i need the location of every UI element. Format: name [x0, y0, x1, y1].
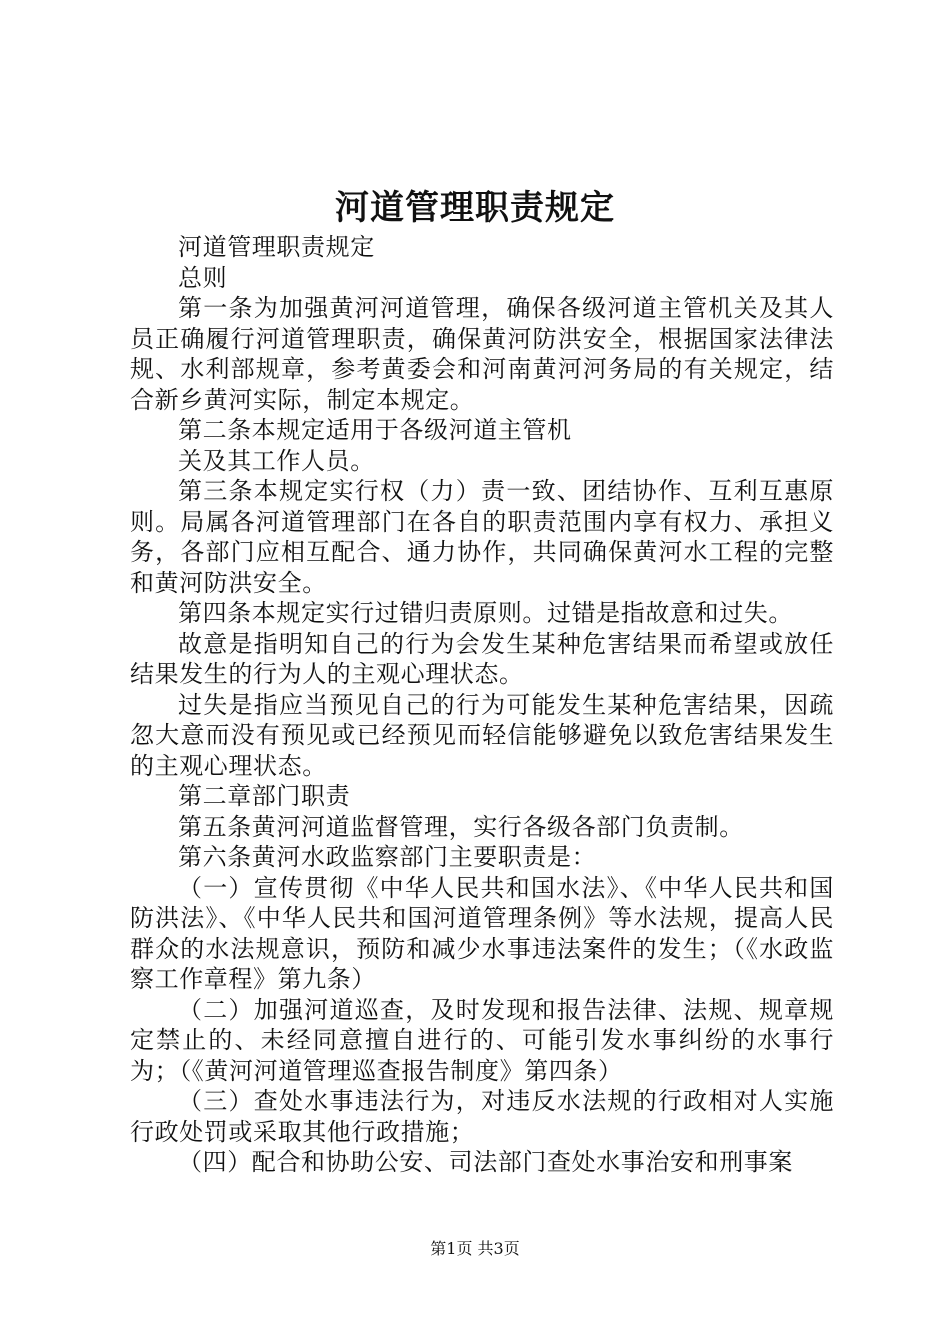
paragraph: （三）查处水事违法行为，对违反水法规的行政相对人实施行政处罚或采取其他行政措施；: [130, 1087, 834, 1146]
paragraph: 总则: [178, 263, 228, 292]
page-footer: 第1页 共3页: [430, 1239, 520, 1258]
paragraph: （四）配合和协助公安、司法部门查处水事治安和刑事案: [178, 1148, 793, 1176]
paragraph: 第二条本规定适用于各级河道主管机: [178, 416, 572, 444]
paragraph: 第四条本规定实行过错归责原则。过错是指故意和过失。: [178, 599, 793, 627]
paragraph: 第六条黄河水政监察部门主要职责是：: [178, 843, 597, 871]
paragraph: （二）加强河道巡查，及时发现和报告法律、法规、规章规定禁止的、未经同意擅自进行的、可能引发水事纠纷的水事行为；（《黄河河道管理巡查报告制度》第四条）: [130, 995, 834, 1085]
paragraph: 第一条为加强黄河河道管理，确保各级河道主管机关及其人员正确履行河道管理职责，确保黄河防洪安全，根据国家法律法规、水利部规章，参考黄委会和河南黄河河务局的有关规定，结合新乡黄河实际，制定本规定。: [130, 294, 834, 414]
paragraph: 过失是指应当预见自己的行为可能发生某种危害结果，因疏忽大意而没有预见或已经预见而轻信能够避免以致危害结果发生的主观心理状态。: [130, 690, 834, 780]
paragraph: 关及其工作人员。: [178, 446, 375, 475]
paragraph: 第三条本规定实行权（力）责一致、团结协作、互利互惠原则。局属各河道管理部门在各自的职责范围内享有权力、承担义务，各部门应相互配合、通力协作，共同确保黄河水工程的完整和黄河防洪安全。: [130, 477, 834, 597]
document-title: 河道管理职责规定: [335, 188, 615, 228]
paragraph: （一）宣传贯彻《中华人民共和国水法》、《中华人民共和国防洪法》、《中华人民共和国河道管理条例》等水法规，提高人民群众的水法规意识，预防和减少水事违法案件的发生；（《水政监察工作章程》第九条）: [130, 873, 834, 993]
paragraph: 河道管理职责规定: [178, 233, 375, 261]
paragraph: 第五条黄河河道监督管理，实行各级各部门负责制。: [178, 812, 744, 841]
document-body: [130, 232, 834, 1178]
paragraph: 故意是指明知自己的行为会发生某种危害结果而希望或放任结果发生的行为人的主观心理状态。: [130, 629, 834, 688]
paragraph: 第二章部门职责: [178, 782, 351, 810]
